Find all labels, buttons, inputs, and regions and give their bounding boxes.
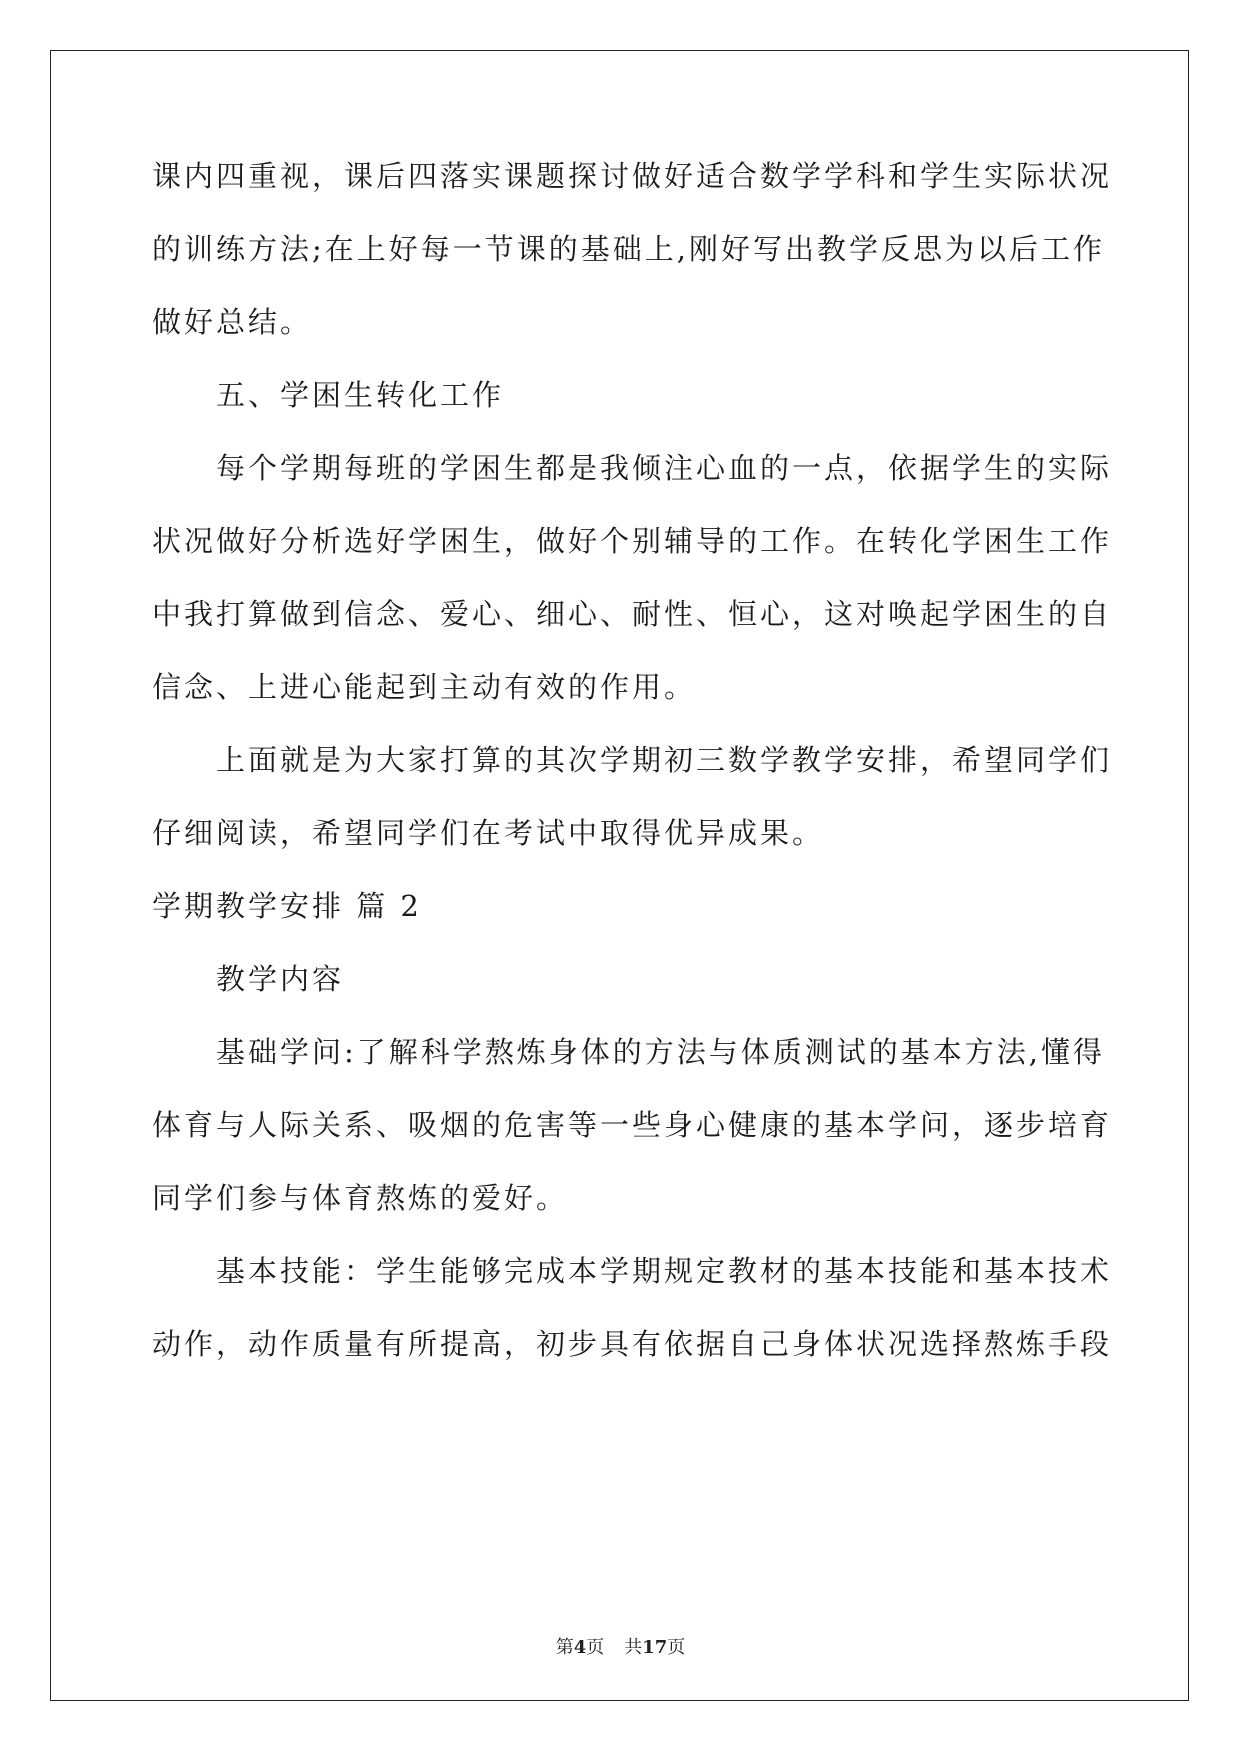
text-line: 体育与人际关系、吸烟的危害等一些身心健康的基本学问，逐步培育 [152, 1108, 1113, 1142]
text-line: 做好总结。 [152, 305, 313, 339]
section-heading: 教学内容 [152, 962, 345, 996]
text-line: 课内四重视，课后四落实课题探讨做好适合数学学科和学生实际状况 [152, 159, 1113, 193]
text-line: 信念、上进心能起到主动有效的作用。 [152, 670, 697, 704]
text-line: 中我打算做到信念、爱心、细心、耐性、恒心，这对唤起学困生的自 [152, 597, 1113, 631]
total-prefix: 共 [624, 1637, 643, 1658]
text-line: 每个学期每班的学困生都是我倾注心血的一点，依据学生的实际 [152, 451, 1113, 485]
page-prefix: 第 [555, 1637, 574, 1658]
text-line: 状况做好分析选好学困生，做好个别辅导的工作。在转化学困生工作 [152, 524, 1113, 558]
total-pages: 17 [642, 1637, 668, 1658]
text-line: 的训练方法;在上好每一节课的基础上,刚好写出教学反思为以后工作 [152, 232, 1105, 266]
text-line: 同学们参与体育熬炼的爱好。 [152, 1181, 569, 1215]
page-border [50, 50, 1189, 1701]
text-line: 动作，动作质量有所提高，初步具有依据自己身体状况选择熬炼手段 [152, 1327, 1113, 1361]
page-footer [0, 1633, 1241, 1659]
page-number: 4 [573, 1637, 587, 1658]
text-line: 仔细阅读，希望同学们在考试中取得优异成果。 [152, 816, 825, 850]
section-heading: 五、学困生转化工作 [152, 378, 505, 412]
text-line: 上面就是为大家打算的其次学期初三数学教学安排，希望同学们 [152, 743, 1113, 777]
text-line: 基础学问:了解科学熬炼身体的方法与体质测试的基本方法,懂得 [152, 1035, 1105, 1069]
page-suffix: 页 [586, 1637, 605, 1658]
article-title: 学期教学安排 篇 2 [152, 889, 422, 923]
total-suffix: 页 [667, 1637, 686, 1658]
text-line: 基本技能：学生能够完成本学期规定教材的基本技能和基本技术 [152, 1254, 1113, 1288]
